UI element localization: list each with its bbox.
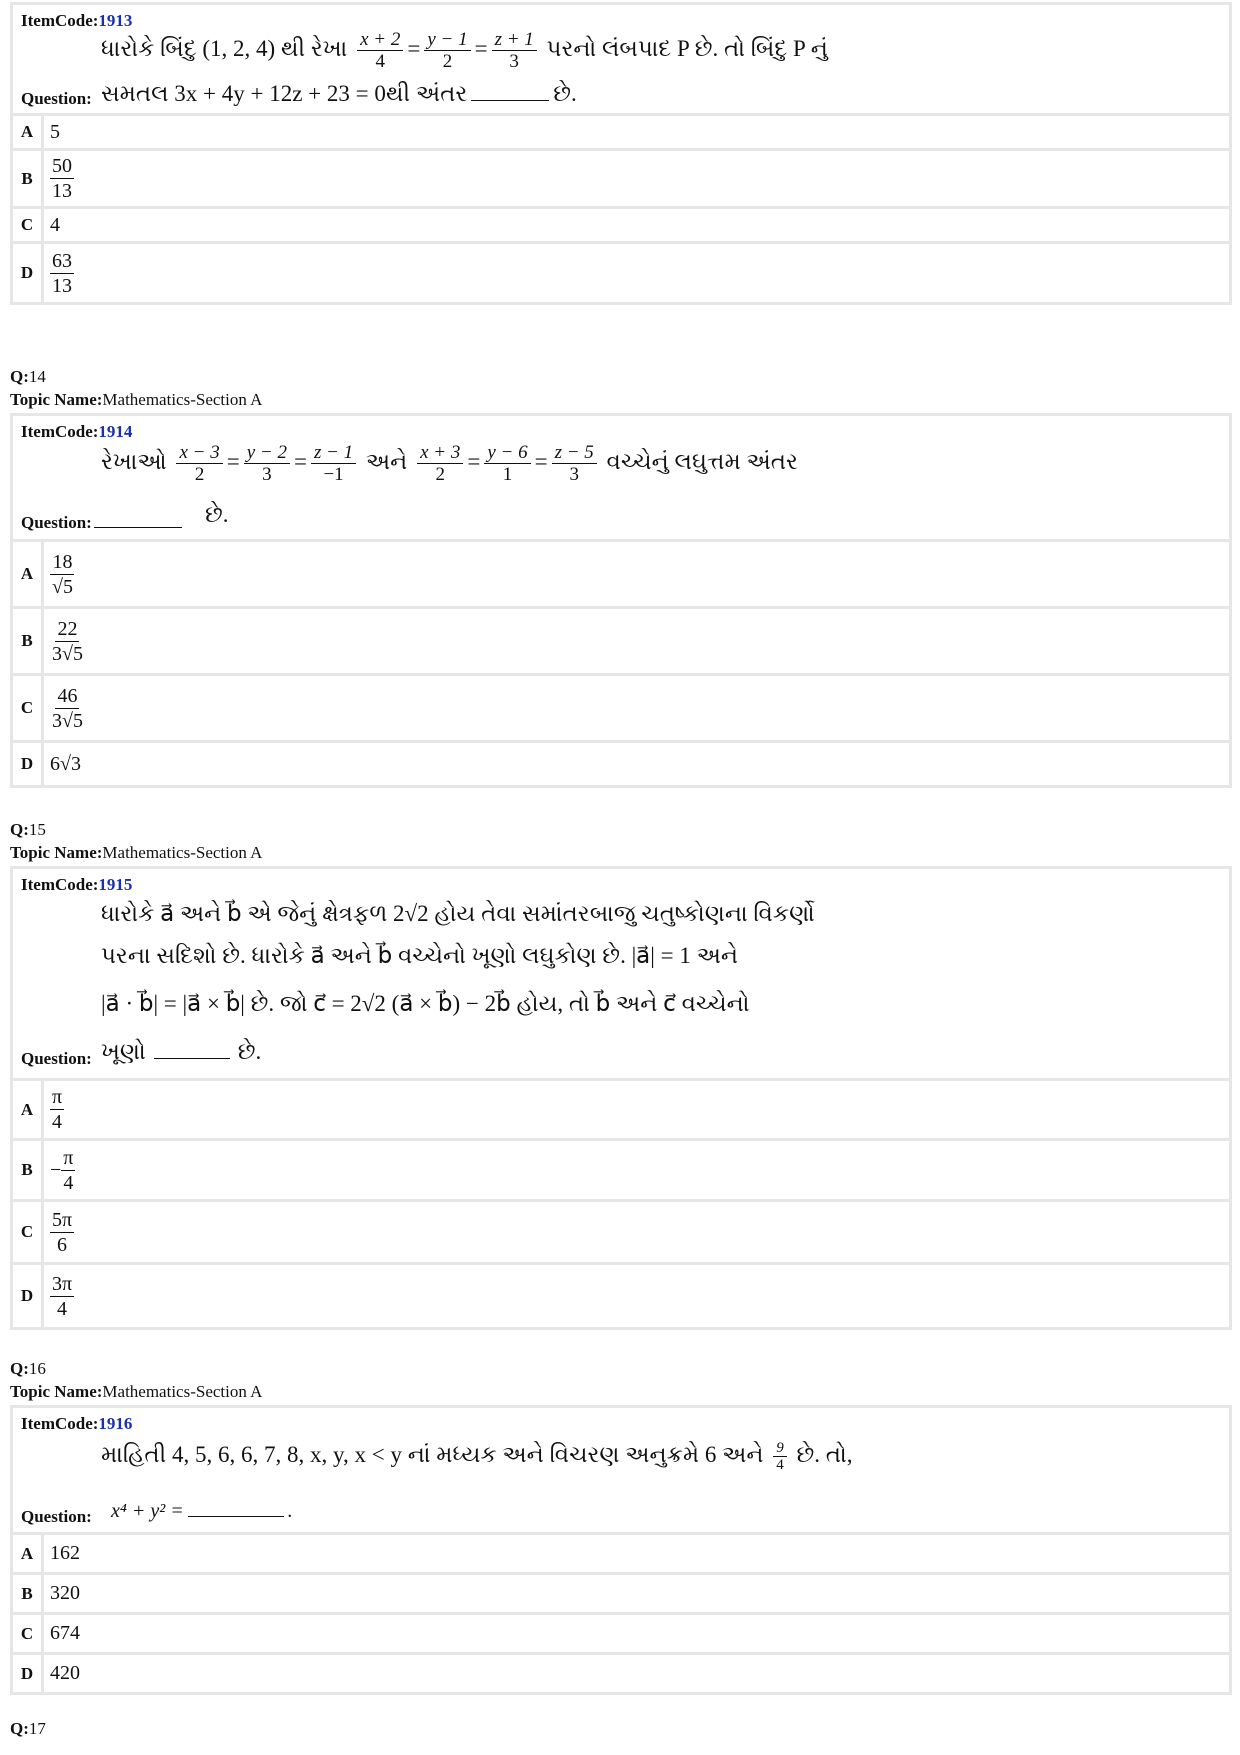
question-label: Question: <box>21 1049 92 1068</box>
option-letter: D <box>13 743 41 785</box>
question-stem-line-1: ધારોકે a⃗ અને b⃗ એ જેનું ક્ષેત્રફળ 2√2 હોય તેવા સમાંતરબાજુ ચતુષ્કોણના વિકર્ણો <box>101 901 815 926</box>
question-stem-cell <box>13 416 1229 539</box>
fraction: $\frac{50}{13}$ <box>52 155 72 202</box>
option-value <box>44 1202 1229 1262</box>
option-letter: A <box>13 1081 41 1138</box>
answer-blank <box>188 1514 284 1517</box>
question-stem-line-1: રેખાઓ $\frac{x - 3}{2}$ = $\frac{y - 2}{3}$ = $\frac{z - 1}{-1}$ અને $\frac{x + 3}{2}$ = $\frac{y - 6}{1}$ = $\frac{z - 5}{3}$ વચ્ચેનું લઘુત્તમ અંતર <box>101 442 798 485</box>
fraction: $\frac{x + 3}{2}$ <box>417 442 463 485</box>
option-value <box>44 1265 1229 1327</box>
option-letter: D <box>13 1655 41 1692</box>
fraction: $\frac{\pi}{4}$ <box>63 1146 74 1194</box>
option-row[interactable] <box>13 151 1229 206</box>
option-letter: D <box>13 244 41 302</box>
option-value: 674 <box>44 1615 1229 1652</box>
question-stem-line-3: |a⃗ · b⃗| = |a⃗ × b⃗| છે. જો c⃗ = 2√2 (a⃗ × b⃗) − 2b⃗ હોય, તો b⃗ અને c⃗ વચ્ચેનો <box>101 991 750 1016</box>
option-value: 4 <box>44 209 1229 241</box>
itemcode-value: 1915 <box>98 875 133 894</box>
option-row[interactable] <box>13 244 1229 302</box>
option-row[interactable] <box>13 1575 1229 1612</box>
option-row[interactable] <box>13 743 1229 785</box>
option-row[interactable] <box>13 1202 1229 1262</box>
question-label: Question: <box>21 513 186 533</box>
fraction: $\frac{5\pi}{6}$ <box>52 1208 73 1256</box>
fraction: $\frac{46}{3√5}$ <box>52 684 83 732</box>
fraction: $\frac{z + 1}{3}$ <box>492 29 537 72</box>
itemcode <box>21 11 132 31</box>
option-row[interactable] <box>13 116 1229 148</box>
question-number: Q:15 <box>10 820 46 839</box>
fraction: $\frac{\pi}{4}$ <box>52 1086 63 1133</box>
question-block-1913 <box>10 2 1232 305</box>
fraction: $\frac{22}{3√5}$ <box>52 617 83 665</box>
option-letter: C <box>13 676 41 740</box>
topic-name: Topic Name:Mathematics-Section A <box>10 1382 263 1401</box>
itemcode: ItemCode:1914 <box>21 422 133 441</box>
option-row[interactable] <box>13 1535 1229 1572</box>
option-row[interactable] <box>13 609 1229 673</box>
option-value: 320 <box>44 1575 1229 1612</box>
question-label: Question: <box>21 1507 92 1526</box>
itemcode-label: ItemCode: <box>21 11 99 30</box>
stem-text: પરનો લંબપાદ P છે. તો બિંદુ P નું <box>546 35 828 61</box>
topic-name: Topic Name:Mathematics-Section A <box>10 390 263 409</box>
option-letter: C <box>13 209 41 241</box>
option-value: 6√3 <box>44 743 1229 785</box>
fraction: $\frac{y - 2}{3}$ <box>244 442 290 485</box>
question-stem-cell <box>13 1408 1229 1532</box>
question-stem-line-2: છે. <box>205 502 229 527</box>
question-stem-line-2: સમતલ 3x + 4y + 12z + 23 = 0થી અંતર છે. <box>101 81 577 106</box>
option-row[interactable] <box>13 1081 1229 1138</box>
topic-name: Topic Name:Mathematics-Section A <box>10 843 263 862</box>
option-letter: A <box>13 116 41 148</box>
option-value <box>44 542 1229 606</box>
option-row[interactable] <box>13 676 1229 740</box>
option-value <box>44 151 1229 206</box>
question-number: Q:17 <box>10 1719 46 1738</box>
fraction: $\frac{x - 3}{2}$ <box>176 442 222 485</box>
option-value: 5 <box>44 116 1229 148</box>
option-value <box>44 676 1229 740</box>
option-row[interactable] <box>13 542 1229 606</box>
question-block-1916 <box>10 1405 1232 1695</box>
option-value: 162 <box>44 1535 1229 1572</box>
option-letter: A <box>13 542 41 606</box>
option-letter: B <box>13 1575 41 1612</box>
fraction: $\frac{y - 6}{1}$ <box>484 442 530 485</box>
question-stem-cell <box>13 5 1229 113</box>
question-stem-line-1: માહિતી 4, 5, 6, 6, 7, 8, x, y, x < y નાં મધ્યક અને વિચરણ અનુક્રમે 6 અને $\frac{9}{4}$ છે. તો, <box>101 1440 853 1474</box>
question-stem-line-1: ધારોકે બિંદુ (1, 2, 4) થી રેખા $\frac{x + 2}{4}$ = $\frac{y - 1}{2}$ = $\frac{z + 1}{3}$ પરનો લંબપાદ P છે. તો બિંદુ P નું <box>101 29 828 72</box>
option-value: 420 <box>44 1655 1229 1692</box>
fraction: $\frac{x + 2}{4}$ <box>357 29 403 72</box>
option-letter: C <box>13 1615 41 1652</box>
fraction: $\frac{z - 5}{3}$ <box>552 442 597 485</box>
option-row[interactable] <box>13 209 1229 241</box>
fraction: $\frac{63}{13}$ <box>52 249 72 297</box>
question-number: Q:14 <box>10 367 46 386</box>
option-letter: D <box>13 1265 41 1327</box>
question-stem-line-4: ખૂણો છે. <box>101 1039 262 1064</box>
option-value <box>44 1081 1229 1138</box>
fraction: $\frac{y - 1}{2}$ <box>424 29 470 72</box>
question-stem-line-2: x⁴ + y² = . <box>111 1500 293 1522</box>
option-row[interactable] <box>13 1141 1229 1199</box>
question-label: Question: <box>21 89 92 108</box>
question-number: Q:16 <box>10 1359 46 1378</box>
option-value <box>44 244 1229 302</box>
question-block-1914 <box>10 413 1232 788</box>
option-letter: C <box>13 1202 41 1262</box>
itemcode-value: 1913 <box>98 11 133 30</box>
answer-blank <box>154 1056 230 1059</box>
fraction: $\frac{9}{4}$ <box>773 1440 787 1473</box>
option-letter: B <box>13 151 41 206</box>
itemcode: ItemCode:1916 <box>21 1414 133 1433</box>
fraction: $\frac{z - 1}{-1}$ <box>311 442 356 485</box>
option-letter: B <box>13 609 41 673</box>
option-row[interactable] <box>13 1655 1229 1692</box>
question-block-1915 <box>10 866 1232 1330</box>
question-stem-line-2: પરના સદિશો છે. ધારોકે a⃗ અને b⃗ વચ્ચેનો ખૂણો લઘુકોણ છે. |a⃗| = 1 અને <box>101 943 739 968</box>
itemcode-value: 1916 <box>98 1414 133 1433</box>
itemcode: ItemCode:1915 <box>21 875 133 894</box>
option-value <box>44 609 1229 673</box>
stem-text: ધારોકે બિંદુ (1, 2, 4) થી રેખા <box>101 35 348 61</box>
stem-text: સમતલ 3x + 4y + 12z + 23 = 0થી અંતર <box>101 81 468 106</box>
fraction: $\frac{18}{√5}$ <box>52 550 73 598</box>
answer-blank <box>471 98 549 101</box>
question-stem-cell <box>13 869 1229 1078</box>
option-letter: B <box>13 1141 41 1199</box>
option-row[interactable] <box>13 1265 1229 1327</box>
answer-blank <box>94 525 182 528</box>
fraction: $\frac{3\pi}{4}$ <box>52 1272 73 1320</box>
option-letter: A <box>13 1535 41 1572</box>
itemcode-value: 1914 <box>98 422 133 441</box>
option-row[interactable] <box>13 1615 1229 1652</box>
option-value: − $\frac{\pi}{4}$ <box>44 1141 1229 1199</box>
